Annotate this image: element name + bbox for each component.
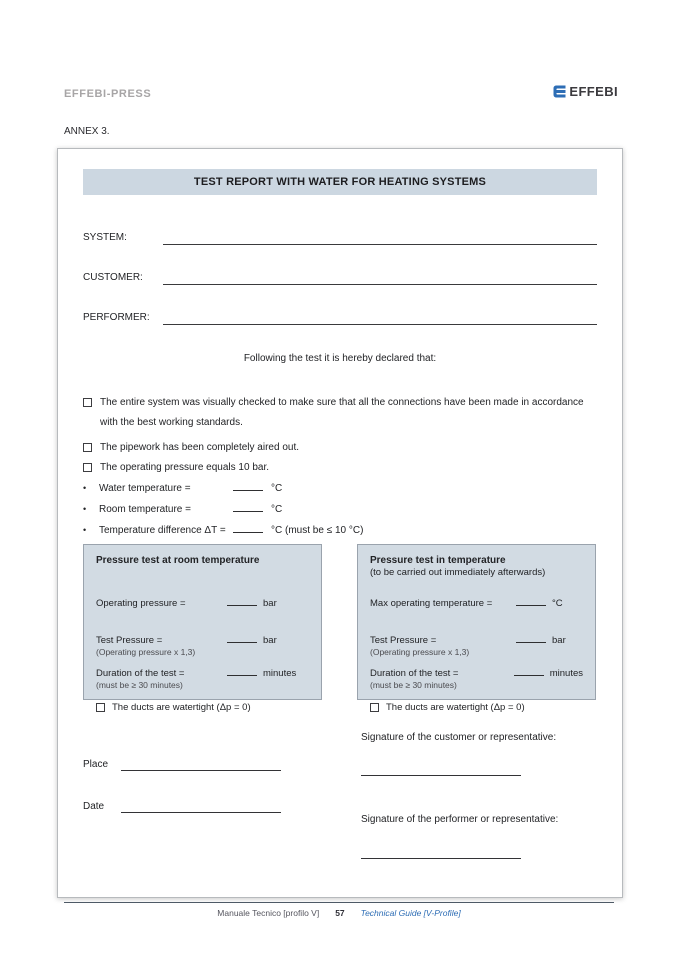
- watertight-check-row: [96, 702, 309, 714]
- unit-label: °C: [271, 483, 283, 494]
- customer-signature-label: Signature of the customer or representative:: [361, 732, 557, 743]
- box-title: Pressure test at room temperature: [96, 555, 260, 566]
- performer-signature-line: [361, 847, 521, 859]
- blank-line: [514, 665, 544, 676]
- unit-label: minutes: [263, 668, 297, 679]
- place-label: Place: [83, 759, 109, 770]
- box-row-note: (Operating pressure x 1,3): [96, 647, 196, 657]
- performer-label: PERFORMER:: [83, 312, 150, 323]
- box-row: [370, 632, 583, 647]
- checklist-item: [83, 438, 597, 458]
- blank-line: [516, 632, 546, 643]
- blank-line: [233, 522, 263, 533]
- unit-label: bar: [263, 598, 277, 609]
- blank-line: [233, 480, 263, 491]
- bullet-icon: •: [83, 504, 87, 514]
- bullet-item-temperature-difference: [83, 520, 597, 541]
- checkbox-icon: [83, 398, 92, 407]
- effebi-logo-icon: [552, 84, 567, 99]
- unit-label: °C (must be ≤ 10 °C): [271, 525, 364, 536]
- test-report-form: [57, 148, 623, 898]
- footer-left-text: Manuale Tecnico [profilo V]: [217, 908, 320, 918]
- bullet-label: Room temperature =: [99, 504, 191, 515]
- watertight-check-label: The ducts are watertight (Δp = 0): [112, 702, 251, 713]
- customer-signature-line: [361, 764, 521, 776]
- bullet-item-room-temperature: [83, 499, 597, 520]
- unit-label: minutes: [549, 668, 583, 679]
- checkbox-icon: [83, 443, 92, 452]
- system-blank-line: [163, 232, 597, 245]
- checkbox-icon: [83, 463, 92, 472]
- box-row-label: Max operating temperature =: [370, 598, 493, 609]
- bullet-label: Temperature difference ΔT =: [99, 525, 226, 536]
- annex-label: ANNEX 3.: [64, 126, 110, 137]
- logo-text: EFFEBI: [569, 84, 618, 99]
- box-row: [370, 595, 583, 610]
- form-title: TEST REPORT WITH WATER FOR HEATING SYSTEMS: [83, 169, 597, 195]
- bullet-label: Water temperature =: [99, 483, 191, 494]
- footer-page-number: 57: [335, 908, 345, 918]
- pressure-boxes: [83, 544, 597, 713]
- blank-line: [227, 665, 257, 676]
- place-row: [83, 758, 361, 771]
- box-row-label: Test Pressure =: [96, 635, 163, 646]
- pressure-box-in-temperature: [357, 544, 596, 713]
- bullet-item-water-temperature: [83, 478, 597, 499]
- bullet-icon: •: [83, 525, 87, 535]
- performer-signature-label: Signature of the performer or representative:: [361, 814, 559, 825]
- checklist-item-text: The operating pressure equals 10 bar.: [100, 462, 269, 473]
- box-row-label: Test Pressure =: [370, 635, 437, 646]
- unit-label: bar: [552, 635, 566, 646]
- box-row-note: (must be ≥ 30 minutes): [370, 680, 457, 690]
- date-row: [83, 800, 361, 813]
- blank-line: [233, 501, 263, 512]
- checkbox-icon: [370, 703, 379, 712]
- footer-right-text: Technical Guide [V-Profile]: [360, 908, 461, 918]
- field-row-system: [83, 231, 597, 245]
- box-row: [96, 632, 309, 647]
- watertight-check-row: [370, 702, 583, 714]
- performer-blank-line: [163, 312, 597, 325]
- checklist-item-text: The entire system was visually checked to make sure that all the connections have been made in accordance with the best working standards.: [100, 397, 584, 428]
- unit-label: °C: [552, 598, 563, 609]
- box-row: [96, 665, 309, 680]
- box-row-label: Duration of the test =: [96, 668, 185, 679]
- checklist-item-text: The pipework has been completely aired out.: [100, 442, 300, 453]
- box-title: Pressure test in temperature: [370, 555, 506, 566]
- date-blank-line: [121, 800, 281, 813]
- customer-blank-line: [163, 272, 597, 285]
- blank-line: [227, 632, 257, 643]
- unit-label: bar: [263, 635, 277, 646]
- unit-label: °C: [271, 504, 283, 515]
- pressure-box-room-temperature: [83, 544, 322, 713]
- box-row-label: Operating pressure =: [96, 598, 186, 609]
- bottom-section: [83, 732, 597, 859]
- page-footer: [64, 902, 614, 918]
- box-row: [96, 595, 309, 610]
- blank-line: [227, 595, 257, 606]
- box-row: [370, 665, 583, 680]
- customer-label: CUSTOMER:: [83, 272, 143, 283]
- date-label: Date: [83, 801, 105, 812]
- checkbox-icon: [96, 703, 105, 712]
- field-row-performer: [83, 311, 597, 325]
- box-row-label: Duration of the test =: [370, 668, 459, 679]
- system-label: SYSTEM:: [83, 232, 127, 243]
- effebi-logo: [552, 84, 618, 99]
- box-row-note: (must be ≥ 30 minutes): [96, 680, 183, 690]
- watertight-check-label: The ducts are watertight (Δp = 0): [386, 702, 525, 713]
- box-row-note: (Operating pressure x 1,3): [370, 647, 470, 657]
- field-row-customer: [83, 271, 597, 285]
- blank-line: [516, 595, 546, 606]
- brand-text: EFFEBI-PRESS: [64, 88, 152, 100]
- box-subtitle: (to be carried out immediately afterwards): [370, 567, 546, 578]
- bullet-icon: •: [83, 483, 87, 493]
- checklist-item: [83, 393, 597, 433]
- place-blank-line: [121, 758, 281, 771]
- checklist-item: [83, 458, 597, 478]
- declaration-text: Following the test it is hereby declared that:: [243, 353, 437, 364]
